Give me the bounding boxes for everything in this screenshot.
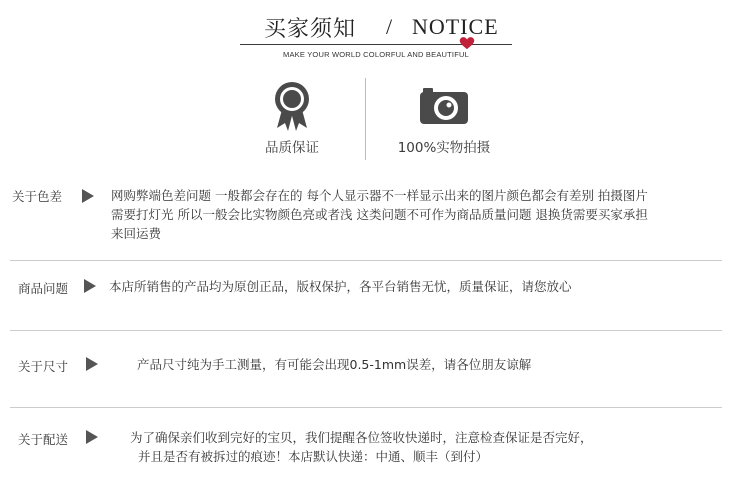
notice-label: 关于尺寸 — [18, 359, 69, 374]
notice-text-line: 产品尺寸纯为手工测量，有可能会出现0.5-1mm误差，请各位朋友谅解 — [137, 357, 532, 372]
notice-text-line: 并且是否有被拆过的痕迹！本店默认快递：中通、顺丰（到付） — [138, 449, 489, 464]
row-divider — [10, 330, 722, 331]
notice-text-line: 为了确保亲们收到完好的宝贝，我们提醒各位签收快递时，注意检查保证是否完好， — [130, 430, 593, 445]
notice-color-difference — [0, 180, 750, 260]
row-divider — [10, 407, 722, 408]
feature-quality-label: 品质保证 — [265, 140, 319, 156]
title-chinese: 买家须知 — [264, 17, 357, 42]
heart-icon — [458, 36, 476, 50]
feature-quality — [222, 80, 362, 156]
notice-text — [137, 355, 531, 374]
notice-text — [109, 277, 572, 296]
notice-text-line: 本店所销售的产品均为原创正品，版权保护，各平台销售无忧，质量保证，请您放心 — [109, 279, 572, 294]
notice-label: 商品问题 — [18, 281, 69, 296]
arrow-right-icon — [86, 430, 98, 444]
feature-photo — [374, 80, 514, 156]
title-separator: / — [386, 14, 393, 39]
notice-text-line: 网购弊端色差问题 一般都会存在的 每个人显示器不一样显示出来的图片颜色都会有差别 拍摄图片 — [111, 188, 648, 203]
notice-delivery — [0, 409, 750, 480]
notice-text — [130, 428, 593, 466]
notice-product-issue — [0, 262, 750, 328]
title-english: NOTICE — [412, 14, 499, 39]
arrow-right-icon — [86, 357, 98, 371]
row-divider — [10, 260, 722, 261]
notice-label: 关于色差 — [12, 189, 63, 204]
arrow-right-icon — [84, 279, 96, 293]
rosette-badge-icon — [272, 80, 312, 132]
subtitle: MAKE YOUR WORLD COLORFUL AND BEAUTIFUL — [283, 50, 469, 59]
feature-photo-label: 100%实物拍摄 — [397, 140, 491, 156]
camera-icon — [418, 80, 470, 132]
notice-text — [111, 186, 648, 243]
feature-divider — [365, 78, 366, 160]
notice-label: 关于配送 — [18, 432, 69, 447]
notice-text-line: 来回运费 — [111, 226, 162, 241]
notice-text-line: 需要打灯光 所以一般会比实物颜色亮或者浅 这类问题不可作为商品质量问题 退换货需要买家承担 — [111, 207, 648, 222]
feature-section — [0, 70, 750, 170]
notice-header — [0, 0, 750, 70]
arrow-right-icon — [82, 189, 94, 203]
notice-size — [0, 332, 750, 406]
